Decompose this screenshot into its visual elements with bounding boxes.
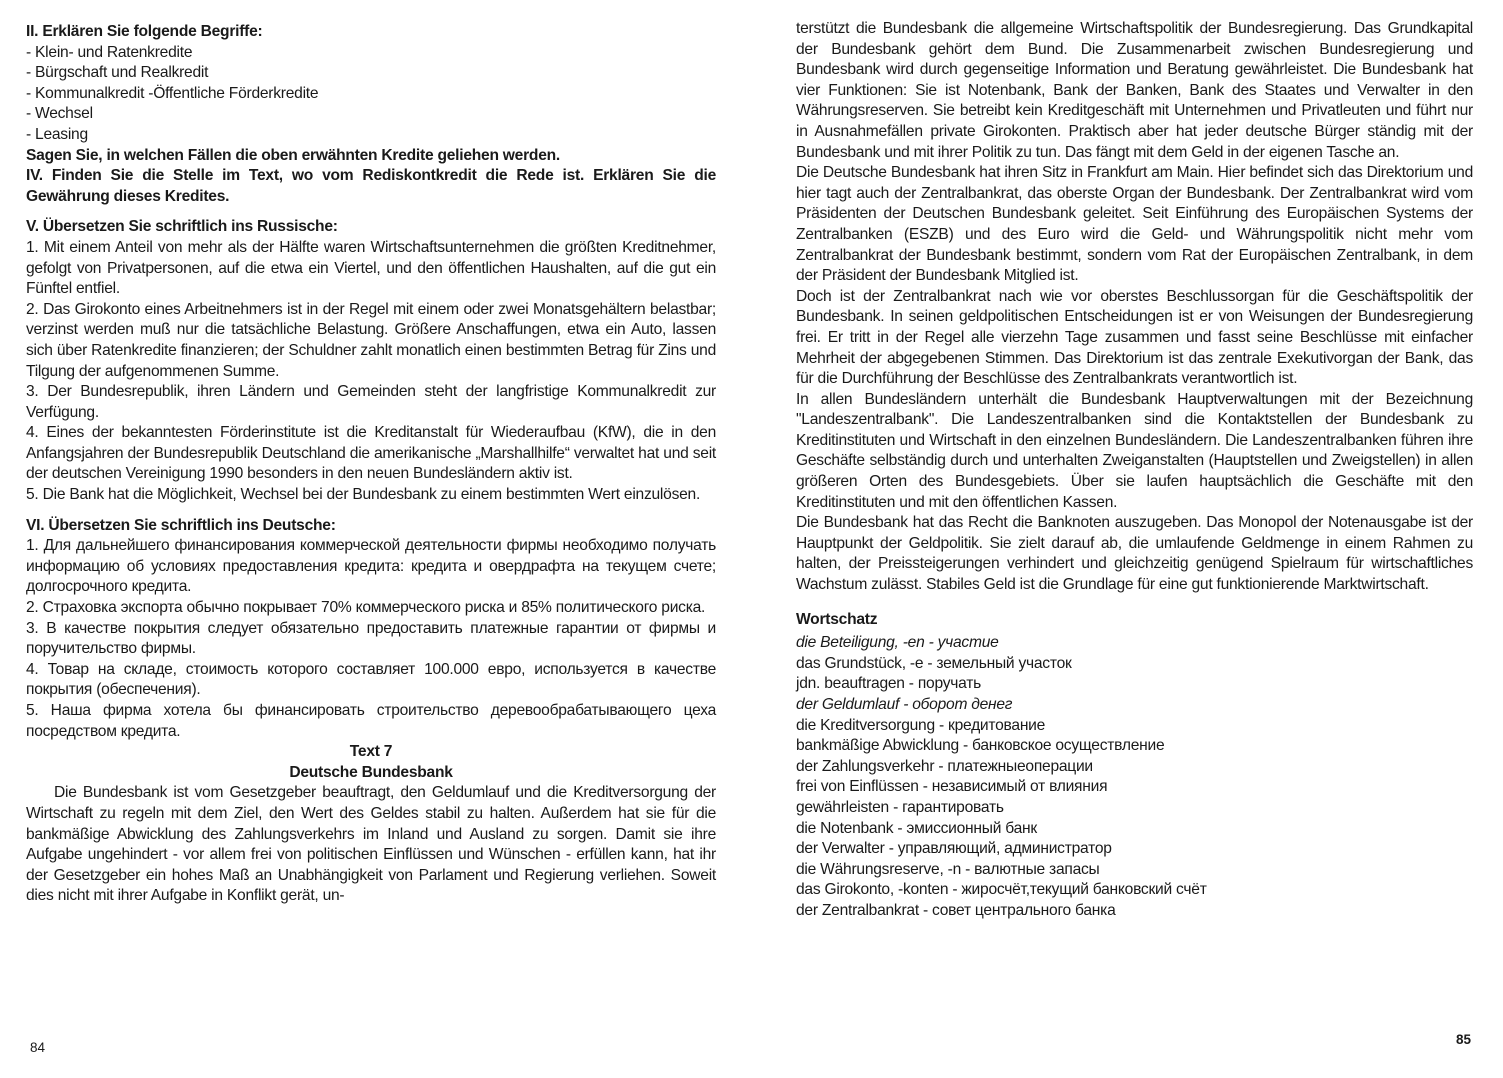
list-item: 3. В качестве покрытия следует обязательно предоставить платежные гарантии от фирмы и поручительство фирмы.	[26, 619, 716, 658]
vocabulary-translation: - оборот денег	[899, 696, 1013, 713]
list-item: 5. Die Bank hat die Möglichkeit, Wechsel bei der Bundesbank zu einem bestimmten Wert einzulösen.	[26, 486, 701, 504]
text-paragraph: In allen Bundesländern unterhält die Bundesbank Hauptverwaltungen mit der Bezeichnung "Landeszentralbank". Die Landeszentralbanken sind die Kontaktstellen der Bundesbank zu Kreditinstituten und Wirtschaft in den einzelnen Bundesländern. Die Landeszentralbanken führen ihre Geschäfte selbständig durch und unterhalten Zweiganstalten (Hauptstellen und Zweigstellen) in allen größeren Orten des Bundesgebiets. Über sie laufen hauptsächlich die Geschäfte mit den Kreditinstituten und mit den öffentlichen Kassen.	[796, 390, 1473, 511]
section-vi-heading: VI. Übersetzen Sie schriftlich ins Deutsche:	[26, 516, 336, 534]
vocabulary-entry	[796, 798, 1473, 819]
list-item: - Wechsel	[26, 105, 93, 123]
text-title: Deutsche Bundesbank	[289, 763, 453, 781]
vocabulary-translation: - банковское осуществление	[958, 737, 1165, 755]
vocabulary-term: die Währungsreserve, -n	[796, 860, 961, 878]
vocabulary-translation: - кредитование	[934, 716, 1046, 734]
vocabulary-entry	[796, 777, 1473, 798]
vocabulary-translation: - управляющий, администратор	[884, 840, 1112, 858]
vocabulary-translation: - жиросчёт,текущий банковский счёт	[948, 881, 1207, 899]
vocabulary-translation: - земельный участок	[923, 654, 1072, 672]
list-item: - Bürgschaft und Realkredit	[26, 64, 209, 82]
vocabulary-entry	[796, 819, 1473, 840]
list-item: 3. Der Bundesrepublik, ihren Ländern und Gemeinden steht der langfristige Kommunalkredit zur Verfügung.	[26, 383, 716, 421]
vocabulary-term: die Kreditversorgung	[796, 716, 935, 734]
list-item: 1. Для дальнейшего финансирования коммерческой деятельности фирмы необходимо получать информацию об условиях предоставления кредита: кредита и овердрафта на текущем счете; долгосрочного кредита.	[26, 537, 716, 596]
text-7	[26, 742, 716, 907]
wortschatz	[796, 610, 1473, 922]
list-item: - Kommunalkredit -Öffentliche Förderkredite	[26, 84, 319, 102]
text-paragraph: Die Bundesbank hat das Recht die Banknoten auszugeben. Das Monopol der Notenausgabe ist der Hauptpunkt der Geldpolitik. Sie zielt darauf ab, die umlaufende Geldmenge in einem Rahmen zu halten, der Preissteigerungen verhindert und gleichzeitig genügend Spielraum für wirtschaftliches Wachstum zulässt. Stabiles Geld ist die Grundlage für eine gut funktionierende Marktwirtschaft.	[796, 514, 1473, 594]
right-page	[752, 0, 1503, 1078]
vocabulary-term: der Verwalter	[796, 840, 885, 858]
list-item: 4. Eines der bekanntesten Förderinstitute ist die Kreditanstalt für Wiederaufbau (KfW), die in den Anfangsjahren der Bundesrepublik Deutschland die amerikanische „Marshallhilfe“ verwaltet hat und seit der deutschen Vereinigung 1990 besonders in den neuen Bundesländern aktiv ist.	[26, 424, 716, 483]
vocabulary-entry	[796, 716, 1473, 737]
wortschatz-heading: Wortschatz	[796, 610, 878, 628]
vocabulary-translation: - валютные запасы	[961, 860, 1100, 878]
section-v-heading: V. Übersetzen Sie schriftlich ins Russische:	[26, 218, 338, 236]
page-number-left: 84	[30, 1040, 46, 1055]
text-paragraph: Doch ist der Zentralbankrat nach wie vor oberstes Beschlussorgan für die Geschäftspolitik der Bundesbank. In seinen geldpolitischen Entscheidungen ist er von Weisungen der Bundesregierung frei. Er tritt in der Regel alle vierzehn Tage zusammen und fasst seine Beschlüsse mit einfacher Mehrheit der abgegebenen Stimmen. Das Direktorium ist das zentrale Exekutivorgan der Bank, das für die Durchführung der Beschlüsse des Zentralbankrats verantwortlich ist.	[796, 287, 1473, 388]
vocabulary-term: frei von Einflüssen	[796, 778, 919, 796]
vocabulary-translation: - платежныеоперации	[934, 757, 1093, 775]
vocabulary-entry	[796, 757, 1473, 778]
vocabulary-term: der Zahlungsverkehr	[796, 757, 935, 775]
list-item: 5. Наша фирма хотела бы финансировать строительство деревообрабатывающего цеха посредством кредита.	[26, 702, 716, 740]
vocabulary-term: die Beteiligung, -en	[796, 634, 925, 652]
vocabulary-translation: - совет центрального банка	[918, 901, 1116, 919]
vocabulary-entry	[796, 633, 1473, 654]
vocabulary-entry	[796, 695, 1473, 716]
vocabulary-entry	[796, 674, 1473, 695]
text-continuation	[796, 19, 1473, 596]
list-item: 2. Das Girokonto eines Arbeitnehmers ist in der Regel mit einem oder zwei Monatsgehältern belastbar; verzinst werden muß nur die tatsächliche Belastung. Größere Anschaffungen, etwa ein Auto, lassen sich über Ratenkredite finanzieren; der Schuldner zahlt monatlich einen bestimmten Betrag für Zins und Tilgung der aufgenommenen Summe.	[26, 300, 716, 380]
section-vi	[26, 516, 716, 743]
section-ii	[26, 22, 716, 146]
list-item: 4. Товар на складе, стоимость которого составляет 100.000 евро, используется в качестве покрытия (обеспечения).	[26, 660, 716, 699]
list-item: 2. Страховка экспорта обычно покрывает 70% коммерческого риска и 85% политического риска.	[26, 599, 706, 617]
list-item: 1. Mit einem Anteil von mehr als der Hälfte waren Wirtschaftsunternehmen die größten Kreditnehmer, gefolgt von Privatpersonen, auf die etwa ein Viertel, und den öffentlichen Haushalten, auf die gut ein Fünftel entfiel.	[26, 238, 716, 298]
vocabulary-entry	[796, 736, 1473, 757]
section-iv-heading: IV. Finden Sie die Stelle im Text, wo vom Rediskontkredit die Rede ist. Erklären Sie die Gewährung dieses Kredites.	[26, 167, 716, 205]
vocabulary-translation: - независимый от влияния	[918, 778, 1108, 796]
page-number-right: 85	[1456, 1032, 1472, 1047]
vocabulary-entry	[796, 654, 1473, 675]
vocabulary-term: gewährleisten	[796, 798, 889, 816]
vocabulary-term: bankmäßige Abwicklung	[796, 737, 959, 755]
vocabulary-entry	[796, 839, 1473, 860]
text-paragraph: terstützt die Bundesbank die allgemeine Wirtschaftspolitik der Bundesregierung. Das Grundkapital der Bundesbank gehört dem Bund. Die Zusammenarbeit zwischen Bundesregierung und Bundesbank wird durch gegenseitige Information und Beratung gewährleistet. Die Bundesbank hat vier Funktionen: Sie ist Notenbank, Bank der Banken, Bank des Staates und Verwalter in den Währungsreserven. Sie betreibt kein Kreditgeschäft mit Unternehmen und Privatleuten und führt nur in Ausnahmefällen private Girokonten. Praktisch aber hat jeder deutsche Bürger ständig mit der Bundesbank und mit ihrer Politik zu tun. Das fängt mit dem Geld in der eigenen Tasche an.	[796, 20, 1473, 161]
vocabulary-term: der Zentralbankrat	[796, 901, 919, 919]
vocabulary-entry	[796, 880, 1473, 901]
wortschatz-list	[796, 633, 1473, 921]
vocabulary-entry	[796, 860, 1473, 881]
list-item: - Klein- und Ratenkredite	[26, 43, 193, 61]
text-paragraph: Die Bundesbank ist vom Gesetzgeber beauftragt, den Geldumlauf und die Kreditversorgung der Wirtschaft zu regeln mit dem Ziel, den Wert des Geldes stabil zu halten. Außerdem hat sie für die bankmäßige Abwicklung des Zahlungsverkehrs im Inland und Ausland zu sorgen. Damit sie ihre Aufgabe ungehindert - vor allem frei von politischen Einflüssen und Wünschen - erfüllen kann, hat ihr der Gesetzgeber ein hohes Maß an Unabhängigkeit von Parlament und Regierung verliehen. Soweit dies nicht mit ihrer Aufgabe in Konflikt gerät, un-	[26, 784, 716, 905]
vocabulary-translation: - гарантировать	[888, 798, 1004, 816]
section-iii-heading: Sagen Sie, in welchen Fällen die oben erwähnten Kredite geliehen werden.	[26, 146, 560, 164]
text-label: Text 7	[349, 743, 393, 761]
vocabulary-translation: - поручать	[904, 675, 981, 693]
vocabulary-term: der Geldumlauf	[796, 696, 900, 713]
vocabulary-translation: - эмиссионный банк	[893, 819, 1037, 837]
vocabulary-term: die Notenbank	[796, 819, 894, 837]
vocabulary-entry	[796, 901, 1473, 922]
section-ii-heading: II. Erklären Sie folgende Begriffe:	[26, 23, 263, 40]
section-v	[26, 217, 716, 505]
vocabulary-term: das Girokonto, -konten	[796, 881, 949, 899]
vocabulary-translation: - участие	[924, 634, 999, 652]
vocabulary-term: jdn. beauftragen	[796, 675, 905, 693]
list-item: - Leasing	[26, 125, 88, 143]
text-paragraph: Die Deutsche Bundesbank hat ihren Sitz in Frankfurt am Main. Hier befindet sich das Direktorium und hier tagt auch der Zentralbankrat, das oberste Organ der Bundesbank. Der Zentralbankrat wird vom Präsidenten der Deutschen Bundesbank geleitet. Seit Einführung des Europäischen Systems der Zentralbanken (ESZB) und des Euro wird die Geld- und Währungspolitik nicht mehr vom Zentralbankrat der Bundesbank bestimmt, sondern vom Rat der Europäischen Zentralbank, in dem der Präsident der Bundesbank Mitglied ist.	[796, 164, 1473, 285]
vocabulary-term: das Grundstück, -e	[796, 654, 924, 672]
